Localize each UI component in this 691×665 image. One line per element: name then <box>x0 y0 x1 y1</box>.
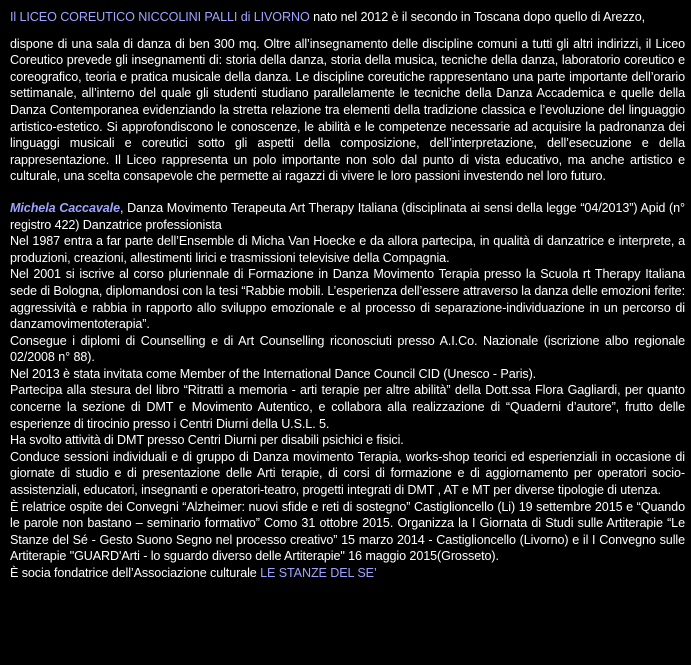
bio-paragraph: Consegue i diplomi di Counselling e di Art Counselling riconosciuti presso A.I.Co. Nazionale (iscrizione albo regionale 02/2008 n° 88). <box>10 333 685 365</box>
intro-body: dispone di una sala di danza di ben 300 mq. Oltre all’insegnamento delle discipline comuni a tutti gli altri indirizzi, il Liceo Coreutico prevede gli insegnamenti di: storia della danza, storia della musica, tecniche della danza, laboratorio coreutico e coreografico, teoria e pratica musicale della danza. Le discipline coreutiche rappresentano una parte importante dell’orario settimanale, all’interno del quale gli studenti studiano parallelamente le tecniche della Danza Accademica e quelle della Danza Contemporanea evidenziando la stretta relazione tra elementi della tradizione classica e l’evoluzione del linguaggio artistico-estetico. Si approfondiscono le conoscenze, le abilità e le competenze necessarie ad acquisire la padronanza dei linguaggi musicali e coreutici sotto gli aspetti della composizione, dell’interpretazione, dell’esecuzione e della rappresentazione. Il Liceo rappresenta un polo importante non solo dal punto di vista educativo, ma anche artistico e culturale, una scelta consapevole che permette ai ragazzi di vivere le loro passioni investendo nel loro futuro. <box>10 36 685 184</box>
intro-first-line <box>10 9 685 26</box>
intro-first-line-rest: nato nel 2012 è il secondo in Toscana dopo quello di Arezzo, <box>309 10 646 24</box>
association-name: LE STANZE DEL SE’ <box>260 566 377 580</box>
bio-paragraph: Nel 2001 si iscrive al corso pluriennale di Formazione in Danza Movimento Terapia presso la Scuola rt Therapy Italiana sede di Bologna, diplomandosi con la tesi “Rabbie mobili. L’esperienza dell’essere attraverso la danza delle emozioni ferite: aggressività e rabbia in rapporto allo sviluppo emozionale e al processo di separazione-individuazione in un percorso di danzamovimentoterapia”. <box>10 267 685 332</box>
bio-paragraph: Nel 1987 entra a far parte dell’Ensemble di Micha Van Hoecke e da allora partecipa, in qualità di danzatrice e interprete, a produzioni, creazioni, allestimenti lirici e trasmissioni televisive della Compagnia. <box>10 234 685 265</box>
bio-final-prefix: È socia fondatrice dell’Associazione culturale <box>10 566 261 580</box>
bio-paragraph: Ha svolto attività di DMT presso Centri Diurni per disabili psichici e fisici. <box>10 433 404 448</box>
biography-section <box>10 200 685 582</box>
bio-paragraph: Nel 2013 è stata invitata come Member of the International Dance Council CID (Unesco - Paris). <box>10 366 537 381</box>
bio-final-line <box>10 565 685 582</box>
person-title: , Danza Movimento Terapeuta Art Therapy Italiana (disciplinata ai sensi della legge “04/2013”) Apid (n° registro 422) Danzatrice professionista <box>10 200 685 232</box>
bio-heading <box>10 200 685 233</box>
person-name: Michela Caccavale <box>10 200 120 215</box>
school-name: Il LICEO COREUTICO NICCOLINI PALLI di LIVORNO <box>10 10 310 24</box>
bio-paragraph: È relatrice ospite dei Convegni “Alzheimer: nuovi sfide e reti di sostegno” Castiglioncello (Li) 19 settembre 2015 e “Quando le parole non bastano – seminario formativo” Como 31 ottobre 2015. Organizza la I Giornata di Studi sulle Artiterapie “Le Stanze del Sé - Gesto Suono Segno nel processo creativo” 15 marzo 2014 - Castiglioncello (Livorno) e il I Convegno sulle Artiterapie "GUARD'Arti - lo sguardo diverso delle Artiterapie" 16 maggio 2015(Grosseto). <box>10 499 685 564</box>
bio-paragraph: Partecipa alla stesura del libro “Ritratti a memoria - arti terapie per altre abilità” della Dott.ssa Flora Gagliardi, per quanto concerne la sezione di DMT e Movimento Autentico, e collabora alla realizzazione di “Quaderni d’autore”, frutto delle esperienze di tirocinio presso i Centri Diurni della U.S.L. 5. <box>10 383 685 431</box>
bio-paragraph: Conduce sessioni individuali e di gruppo di Danza movimento Terapia, works-shop teorici ed esperienziali in occasione di giornate di studio e di presentazione delle Arti terapie, di corsi di formazione e di aggiornamento per operatori socio-assistenziali, educatori, insegnanti e operatori-teatro, progetti integrati di DMT , AT e MT per diverse tipologie di utenza. <box>10 449 685 498</box>
